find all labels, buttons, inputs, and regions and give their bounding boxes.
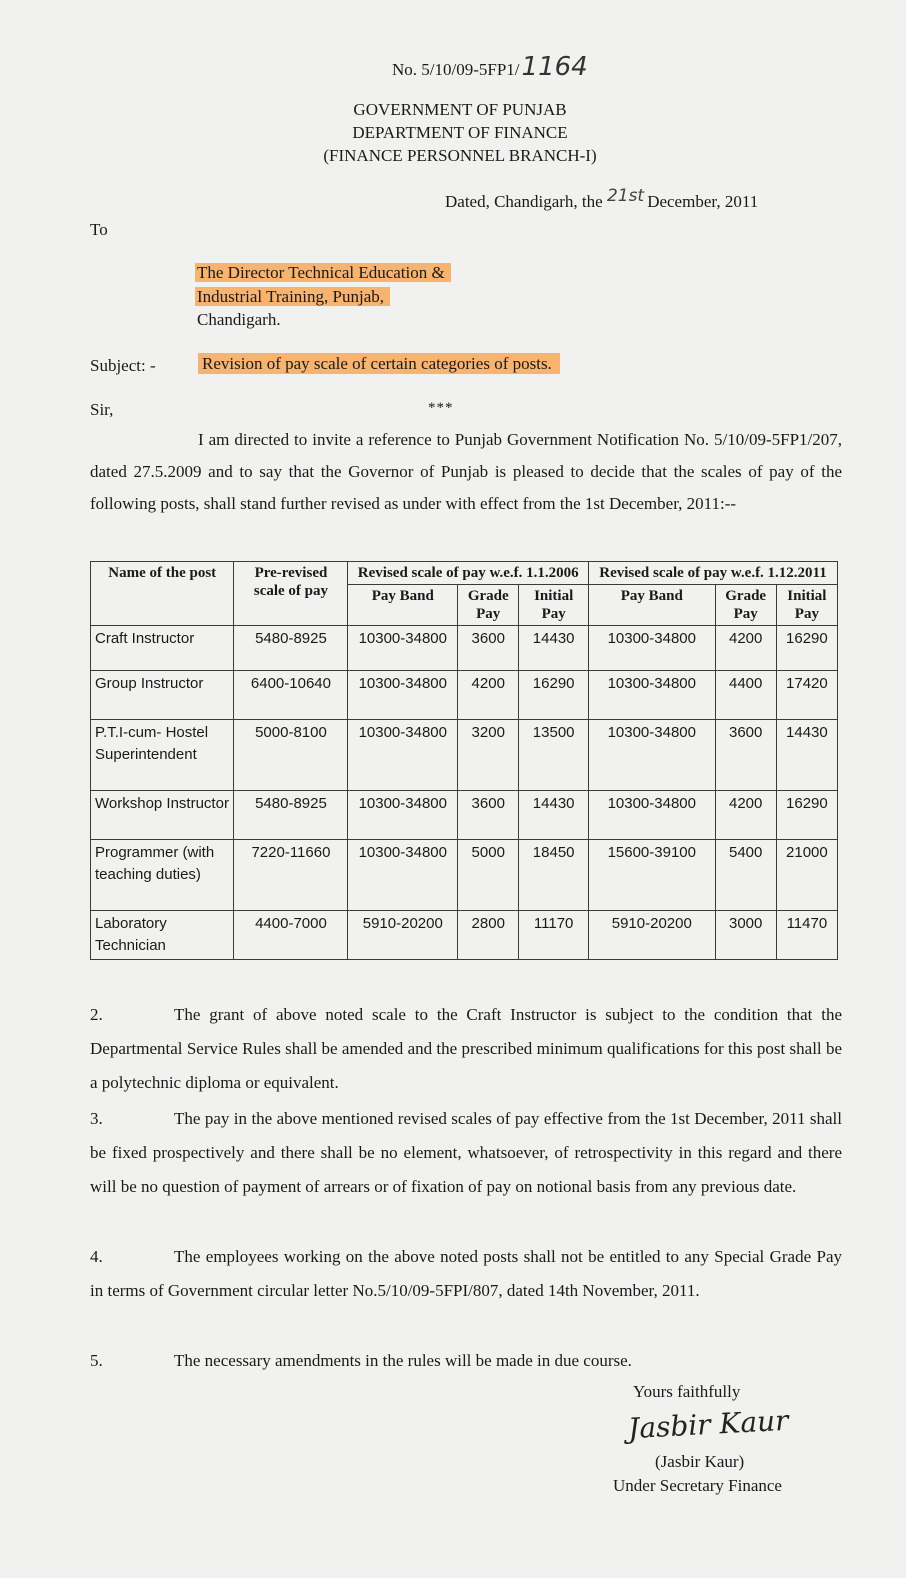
cell-pre-revised: 4400-7000 [234, 911, 348, 960]
paragraph-2 [90, 998, 842, 1100]
paragraph-number: 3. [90, 1109, 103, 1128]
date-day-handwritten: 21st [606, 186, 645, 206]
cell-post-name: Programmer (with teaching duties) [91, 840, 234, 911]
cell-initial-pay-2006: 11170 [519, 911, 589, 960]
table-row [91, 671, 838, 720]
paragraph-text: The grant of above noted scale to the Craft Instructor is subject to the condition that the Departmental Service Rules shall be amended and the prescribed minimum qualifications for this post shall be a polytechnic diploma or equivalent. [90, 1005, 842, 1092]
cell-grade-pay-2006: 4200 [458, 671, 519, 720]
cell-pre-revised: 5480-8925 [234, 626, 348, 671]
paragraph-number: 5. [90, 1351, 103, 1370]
cell-pay-band-2011: 15600-39100 [588, 840, 715, 911]
table-row [91, 626, 838, 671]
cell-initial-pay-2011: 17420 [776, 671, 837, 720]
subject-text: Revision of pay scale of certain categories of posts. [198, 353, 560, 374]
cell-initial-pay-2006: 14430 [519, 626, 589, 671]
subject [198, 354, 560, 374]
header-grade-pay-2011: Grade Pay [715, 585, 776, 626]
cell-grade-pay-2006: 3600 [458, 791, 519, 840]
addressee-line-1 [197, 262, 451, 284]
cell-initial-pay-2006: 18450 [519, 840, 589, 911]
cell-post-name: P.T.I-cum- Hostel Superintendent [91, 720, 234, 791]
cell-grade-pay-2006: 2800 [458, 911, 519, 960]
cell-grade-pay-2006: 3200 [458, 720, 519, 791]
table-row [91, 840, 838, 911]
cell-pay-band-2006: 5910-20200 [348, 911, 458, 960]
pay-scale-table [90, 561, 838, 960]
cell-pay-band-2011: 10300-34800 [588, 626, 715, 671]
reference-number [392, 52, 588, 82]
header-pay-band-2006: Pay Band [348, 585, 458, 626]
cell-pay-band-2011: 10300-34800 [588, 671, 715, 720]
heading-government: GOVERNMENT OF PUNJAB [353, 100, 567, 119]
paragraph-number: 4. [90, 1247, 103, 1266]
cell-grade-pay-2006: 5000 [458, 840, 519, 911]
paragraph-5 [90, 1344, 842, 1378]
header-revised-2006: Revised scale of pay w.e.f. 1.1.2006 [348, 562, 589, 585]
header-pre-revised: Pre-revised scale of pay [234, 562, 348, 626]
cell-initial-pay-2011: 21000 [776, 840, 837, 911]
cell-pay-band-2011: 10300-34800 [588, 720, 715, 791]
cell-post-name: Group Instructor [91, 671, 234, 720]
table-row [91, 720, 838, 791]
header-revised-2011: Revised scale of pay w.e.f. 1.12.2011 [588, 562, 837, 585]
cell-grade-pay-2011: 4200 [715, 791, 776, 840]
cell-grade-pay-2006: 3600 [458, 626, 519, 671]
cell-initial-pay-2011: 14430 [776, 720, 837, 791]
cell-pay-band-2011: 10300-34800 [588, 791, 715, 840]
date-prefix: Dated, Chandigarh, the [445, 192, 603, 211]
header-pay-band-2011: Pay Band [588, 585, 715, 626]
date-suffix: December, 2011 [647, 192, 759, 211]
cell-pre-revised: 5000-8100 [234, 720, 348, 791]
addressee-line-1-text: The Director Technical Education & [195, 263, 451, 282]
table-row [91, 911, 838, 960]
cell-pay-band-2006: 10300-34800 [348, 720, 458, 791]
reference-handwritten-number: 1164 [521, 52, 588, 82]
cell-initial-pay-2011: 11470 [776, 911, 837, 960]
heading-department: DEPARTMENT OF FINANCE [352, 123, 568, 142]
cell-pay-band-2006: 10300-34800 [348, 840, 458, 911]
paragraph-3 [90, 1102, 842, 1204]
cell-post-name: Craft Instructor [91, 626, 234, 671]
separator: *** [428, 400, 454, 416]
paragraph-text: The necessary amendments in the rules will be made in due course. [174, 1351, 632, 1370]
cell-grade-pay-2011: 3600 [715, 720, 776, 791]
cell-initial-pay-2006: 13500 [519, 720, 589, 791]
paragraph-1: I am directed to invite a reference to Punjab Government Notification No. 5/10/09-5FP1/207, dated 27.5.2009 and to say that the Governor of Punjab is pleased to decide that the scales of pay of the following posts, shall stand further revised as under with effect from the 1st December, 2011:-- [90, 430, 842, 513]
signatory-title: Under Secretary Finance [613, 1476, 782, 1495]
cell-grade-pay-2011: 3000 [715, 911, 776, 960]
cell-grade-pay-2011: 4200 [715, 626, 776, 671]
table-header-row-1 [91, 562, 838, 585]
signatory-name: (Jasbir Kaur) [655, 1452, 745, 1471]
paragraph-number: 2. [90, 1005, 103, 1024]
salutation: Sir, [90, 400, 114, 419]
cell-pay-band-2011: 5910-20200 [588, 911, 715, 960]
cell-pay-band-2006: 10300-34800 [348, 626, 458, 671]
cell-post-name: Workshop Instructor [91, 791, 234, 840]
cell-pay-band-2006: 10300-34800 [348, 791, 458, 840]
table-row [91, 791, 838, 840]
addressee-line-2 [197, 286, 390, 308]
cell-pay-band-2006: 10300-34800 [348, 671, 458, 720]
cell-initial-pay-2011: 16290 [776, 791, 837, 840]
paragraph-4 [90, 1240, 842, 1308]
header-initial-pay-2011: Initial Pay [776, 585, 837, 626]
to-label: To [90, 220, 108, 239]
paragraph-text: The employees working on the above noted posts shall not be entitled to any Special Grade Pay in terms of Government circular letter No.5/10/09-5FPI/807, dated 14th November, 2011. [90, 1247, 842, 1300]
cell-grade-pay-2011: 4400 [715, 671, 776, 720]
cell-initial-pay-2006: 16290 [519, 671, 589, 720]
reference-prefix: No. 5/10/09-5FP1/ [392, 60, 520, 79]
handwritten-signature: Jasbir Kaur [627, 1403, 790, 1446]
closing-yours-faithfully: Yours faithfully [633, 1382, 741, 1401]
date-line [445, 186, 759, 212]
header-grade-pay-2006: Grade Pay [458, 585, 519, 626]
cell-grade-pay-2011: 5400 [715, 840, 776, 911]
cell-pre-revised: 7220-11660 [234, 840, 348, 911]
cell-initial-pay-2011: 16290 [776, 626, 837, 671]
header-name-of-post: Name of the post [91, 562, 234, 626]
cell-pre-revised: 5480-8925 [234, 791, 348, 840]
paragraph-text: The pay in the above mentioned revised scales of pay effective from the 1st December, 2011 shall be fixed prospectively and there shall be no element, whatsoever, of retrospectivity in this regard and there will be no question of payment of arrears or of fixation of pay on notional basis from any previous date. [90, 1109, 842, 1196]
cell-pre-revised: 6400-10640 [234, 671, 348, 720]
subject-label: Subject: - [90, 356, 156, 375]
cell-post-name: Laboratory Technician [91, 911, 234, 960]
heading-branch: (FINANCE PERSONNEL BRANCH-I) [323, 146, 597, 165]
cell-initial-pay-2006: 14430 [519, 791, 589, 840]
addressee-line-3: Chandigarh. [197, 310, 281, 329]
addressee-line-2-text: Industrial Training, Punjab, [195, 287, 390, 306]
header-initial-pay-2006: Initial Pay [519, 585, 589, 626]
